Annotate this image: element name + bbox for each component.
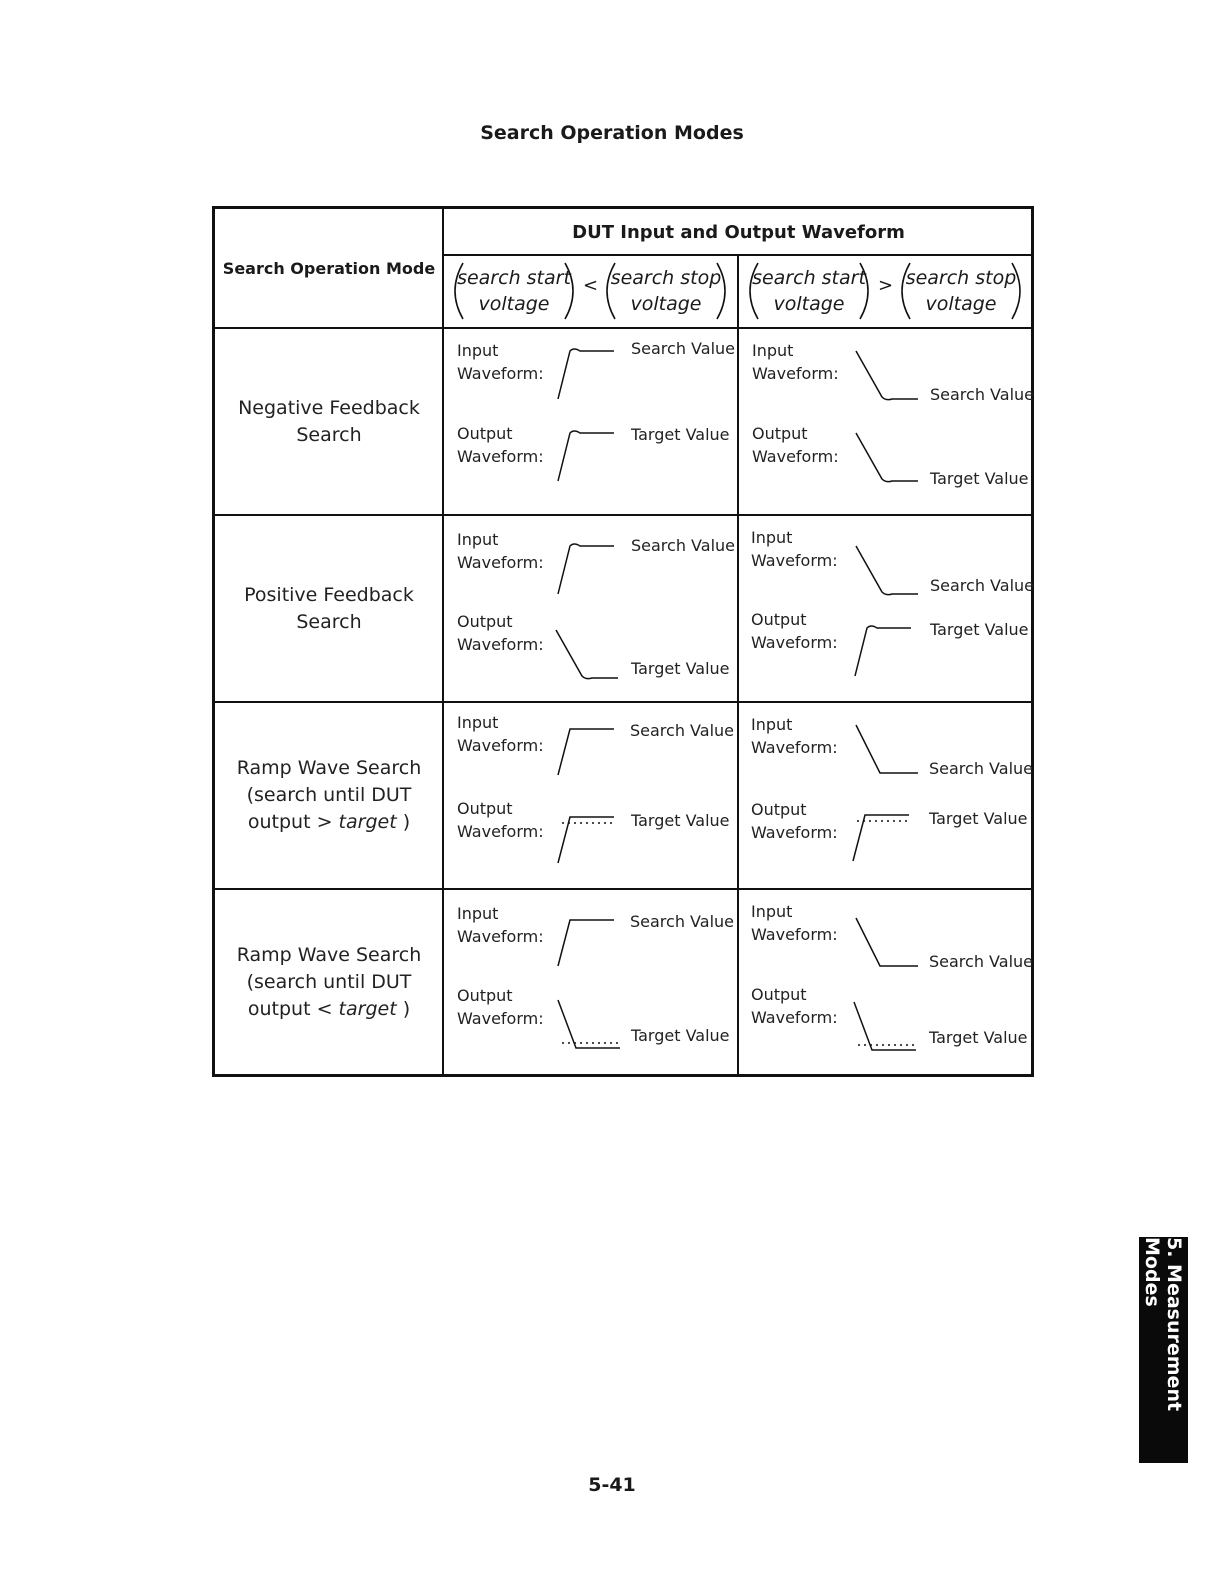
waveform-cell (444, 516, 737, 701)
label-line: Waveform: (457, 1009, 544, 1028)
label-line: Output (751, 985, 807, 1004)
search-value-label: Search Value (630, 721, 734, 740)
label-line: Waveform: (752, 447, 839, 466)
input-waveform-label (751, 713, 838, 759)
label-line: Input (457, 530, 499, 549)
label-line: Input (457, 341, 499, 360)
waveform-cell (444, 329, 737, 514)
mode-ramp-wave-greater (215, 703, 443, 888)
waveform-cell (739, 329, 1032, 514)
waveform-cell (739, 703, 1032, 888)
input-waveform-label (457, 902, 544, 948)
target-value-label: Target Value (930, 469, 1029, 488)
mode-negative-feedback (215, 329, 443, 514)
output-waveform-label (457, 984, 544, 1030)
label-line: Output (751, 800, 807, 819)
label-line: Output (457, 799, 513, 818)
label-line: Waveform: (457, 822, 544, 841)
label-line: Waveform: (752, 364, 839, 383)
condition-left-term (455, 265, 573, 317)
condition-start-greater-than-stop (738, 255, 1032, 327)
rising-ramp-icon (554, 910, 624, 970)
label-line: Waveform: (751, 1008, 838, 1027)
label-line: Waveform: (457, 927, 544, 946)
search-value-label: Search Value (631, 339, 735, 358)
condition-term-line: search start (752, 267, 866, 289)
condition-term-line: voltage (925, 293, 997, 315)
search-value-label: Search Value (630, 912, 734, 931)
label-line: Waveform: (457, 553, 544, 572)
input-waveform-label (751, 900, 838, 946)
falling-ramp-icon (852, 914, 922, 974)
waveform-cell (739, 516, 1032, 701)
output-waveform-label (751, 983, 838, 1029)
label-line: Waveform: (751, 738, 838, 757)
label-line: Input (751, 902, 793, 921)
mode-label-italic: target (338, 997, 397, 1020)
search-value-label: Search Value (930, 576, 1034, 595)
mode-label-line: Search (296, 423, 362, 446)
mode-label-italic: target (338, 811, 397, 833)
falling-ramp-dotted-icon (554, 996, 624, 1056)
label-line: Waveform: (751, 823, 838, 842)
input-waveform-label (751, 526, 838, 572)
search-modes-table (212, 206, 1034, 1077)
label-line: Output (457, 424, 513, 443)
falling-waveform-icon (852, 347, 922, 407)
condition-operator: < (583, 275, 599, 296)
input-waveform-label (752, 339, 839, 385)
falling-ramp-icon (852, 721, 922, 781)
label-line: Waveform: (751, 633, 838, 652)
rising-waveform-icon (554, 538, 624, 598)
mode-ramp-wave-less (215, 890, 443, 1074)
mode-label-text: ) (396, 811, 411, 833)
target-value-label: Target Value (929, 809, 1028, 828)
label-line: Input (457, 904, 499, 923)
label-line: Input (752, 341, 794, 360)
rising-waveform-icon (554, 343, 624, 403)
mode-label-line: Ramp Wave Search (236, 943, 422, 966)
label-line: Input (751, 715, 793, 734)
condition-operator: > (878, 275, 894, 296)
output-waveform-label (457, 797, 544, 843)
section-tab-line: 5. Measurement (1163, 1237, 1185, 1412)
mode-label-line: (search until DUT (246, 784, 412, 806)
section-tab-line: Modes (1141, 1237, 1163, 1307)
target-value-label: Target Value (929, 1028, 1028, 1047)
condition-left-term (750, 265, 868, 317)
label-line: Waveform: (457, 635, 544, 654)
falling-waveform-icon (852, 429, 922, 489)
label-line: Waveform: (457, 364, 544, 383)
mode-positive-feedback (215, 516, 443, 701)
condition-term-line: search stop (905, 267, 1017, 289)
output-waveform-label (752, 422, 839, 468)
output-waveform-label (457, 422, 544, 468)
target-value-label: Target Value (631, 811, 730, 830)
label-line: Output (457, 986, 513, 1005)
falling-ramp-dotted-icon (850, 998, 920, 1058)
mode-label-text: ) (396, 997, 411, 1020)
page-number: 5-41 (588, 1474, 636, 1496)
label-line: Output (752, 424, 808, 443)
input-waveform-label (457, 339, 544, 385)
search-value-label: Search Value (929, 952, 1033, 971)
label-line: Input (751, 528, 793, 547)
section-tab (1139, 1237, 1188, 1463)
condition-right-term (607, 265, 725, 317)
mode-label-line (237, 996, 422, 1023)
condition-term-line: voltage (773, 293, 845, 315)
output-waveform-label (751, 608, 838, 654)
falling-waveform-icon (852, 542, 922, 602)
condition-start-less-than-stop (443, 255, 737, 327)
mode-label-line: (search until DUT (246, 970, 412, 993)
label-line: Input (457, 713, 499, 732)
falling-waveform-icon (552, 626, 622, 686)
rising-ramp-dotted-icon (849, 805, 919, 865)
waveform-cell (444, 890, 737, 1074)
mode-label-line: Negative Feedback (238, 396, 420, 419)
waveform-cell (739, 890, 1032, 1074)
waveform-column-header: DUT Input and Output Waveform (572, 221, 905, 243)
mode-label-text: output > (247, 811, 339, 833)
label-line: Waveform: (457, 447, 544, 466)
search-value-label: Search Value (929, 759, 1033, 778)
mode-label-text: output < (247, 997, 339, 1020)
output-waveform-label (457, 610, 544, 656)
mode-label-line: Ramp Wave Search (236, 757, 422, 779)
output-waveform-label (751, 798, 838, 844)
waveform-cell (444, 703, 737, 888)
label-line: Output (457, 612, 513, 631)
input-waveform-label (457, 528, 544, 574)
target-value-label: Target Value (631, 659, 730, 678)
target-value-label: Target Value (631, 1026, 730, 1045)
condition-term-line: search stop (610, 267, 722, 289)
condition-right-term (902, 265, 1020, 317)
mode-label-line (237, 809, 422, 836)
label-line: Waveform: (457, 736, 544, 755)
rising-waveform-icon (851, 620, 921, 680)
condition-term-line: voltage (630, 293, 702, 315)
label-line: Waveform: (751, 551, 838, 570)
section-tab-label (1141, 1237, 1185, 1463)
label-line: Waveform: (751, 925, 838, 944)
mode-column-header: Search Operation Mode (222, 258, 436, 278)
search-value-label: Search Value (631, 536, 735, 555)
label-line: Output (751, 610, 807, 629)
rising-ramp-dotted-icon (554, 807, 624, 867)
mode-label-line: Positive Feedback (244, 583, 414, 606)
mode-label-line: Search (296, 610, 362, 633)
rising-waveform-icon (554, 425, 624, 485)
rising-ramp-icon (554, 719, 624, 779)
input-waveform-label (457, 711, 544, 757)
condition-term-line: search start (457, 267, 571, 289)
target-value-label: Target Value (631, 425, 730, 444)
target-value-label: Target Value (930, 620, 1029, 639)
condition-term-line: voltage (478, 293, 550, 315)
page-title: Search Operation Modes (480, 122, 744, 144)
search-value-label: Search Value (930, 385, 1034, 404)
